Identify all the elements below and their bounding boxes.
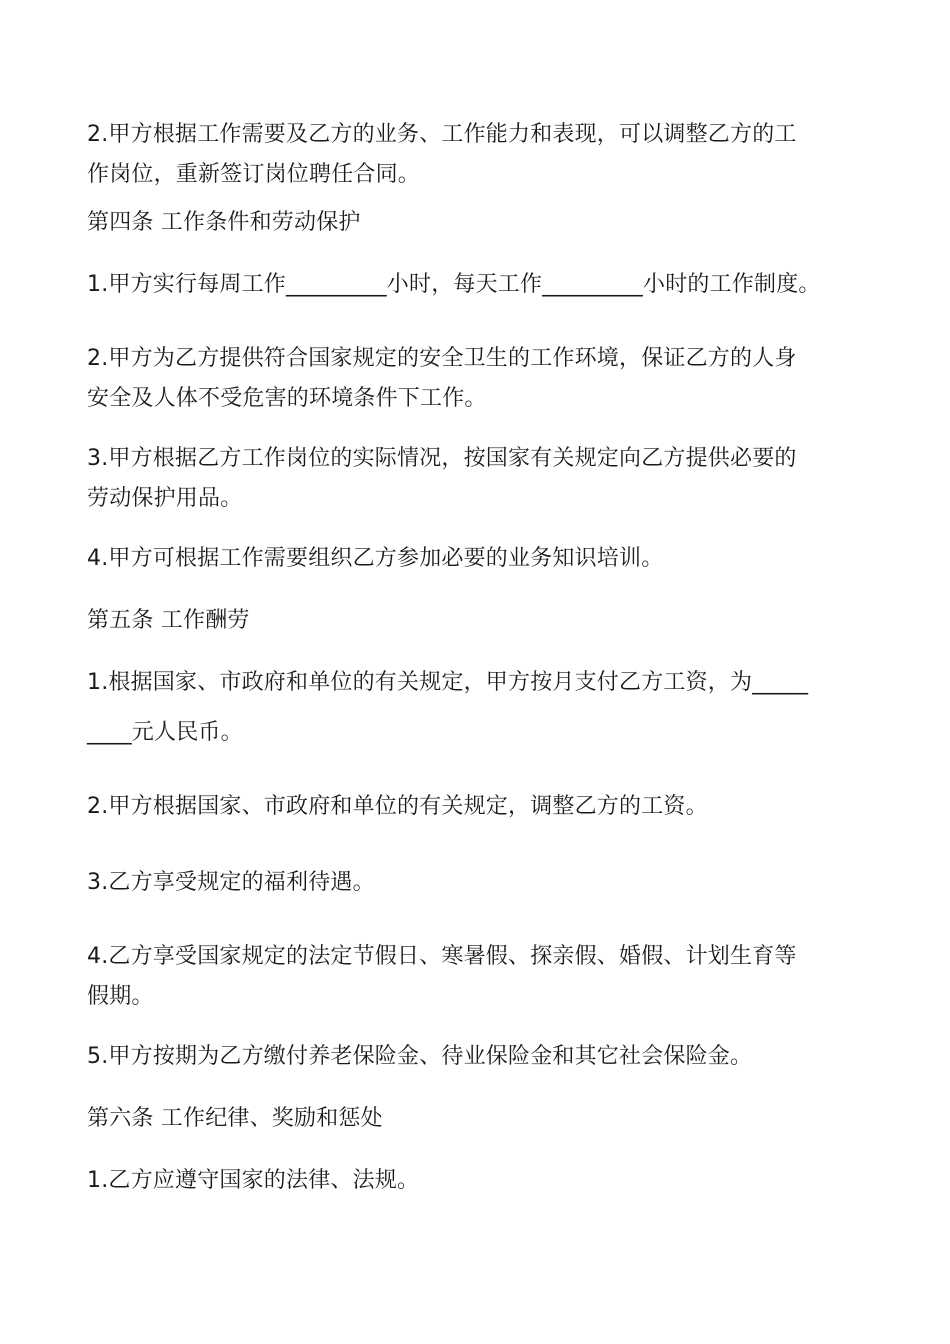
clause-6-heading: 第六条 工作纪律、奖励和惩处 bbox=[87, 1106, 383, 1131]
clause-3-item-2-line-1: 2.甲方根据工作需要及乙方的业务、工作能力和表现，可以调整乙方的工 bbox=[87, 122, 797, 147]
clause-4-item-1: 1.甲方实行每周工作_________小时，每天工作_________小时的工作制度。 bbox=[87, 272, 821, 297]
clause-5-item-5: 5.甲方按期为乙方缴付养老保险金、待业保险金和其它社会保险金。 bbox=[87, 1044, 753, 1069]
clause-4-item-3-line-1: 3.甲方根据乙方工作岗位的实际情况，按国家有关规定向乙方提供必要的 bbox=[87, 446, 797, 471]
clause-4-item-3-line-2: 劳动保护用品。 bbox=[87, 486, 243, 511]
clause-5-item-4-line-1: 4.乙方享受国家规定的法定节假日、寒暑假、探亲假、婚假、计划生育等 bbox=[87, 944, 797, 969]
clause-5-item-2: 2.甲方根据国家、市政府和单位的有关规定，调整乙方的工资。 bbox=[87, 794, 708, 819]
clause-5-item-3: 3.乙方享受规定的福利待遇。 bbox=[87, 870, 375, 895]
clause-4-item-2-line-1: 2.甲方为乙方提供符合国家规定的安全卫生的工作环境，保证乙方的人身 bbox=[87, 346, 797, 371]
clause-5-item-1-line-1: 1.根据国家、市政府和单位的有关规定，甲方按月支付乙方工资，为_____ bbox=[87, 670, 809, 695]
clause-5-item-4-line-2: 假期。 bbox=[87, 984, 154, 1009]
clause-4-item-2-line-2: 安全及人体不受危害的环境条件下工作。 bbox=[87, 386, 487, 411]
clause-5-item-1-line-2: ____元人民币。 bbox=[87, 720, 243, 745]
clause-3-item-2-line-2: 作岗位，重新签订岗位聘任合同。 bbox=[87, 162, 421, 187]
clause-6-item-1: 1.乙方应遵守国家的法律、法规。 bbox=[87, 1168, 420, 1193]
clause-5-heading: 第五条 工作酬劳 bbox=[87, 608, 250, 633]
clause-4-heading: 第四条 工作条件和劳动保护 bbox=[87, 210, 361, 235]
clause-4-item-4: 4.甲方可根据工作需要组织乙方参加必要的业务知识培训。 bbox=[87, 546, 664, 571]
